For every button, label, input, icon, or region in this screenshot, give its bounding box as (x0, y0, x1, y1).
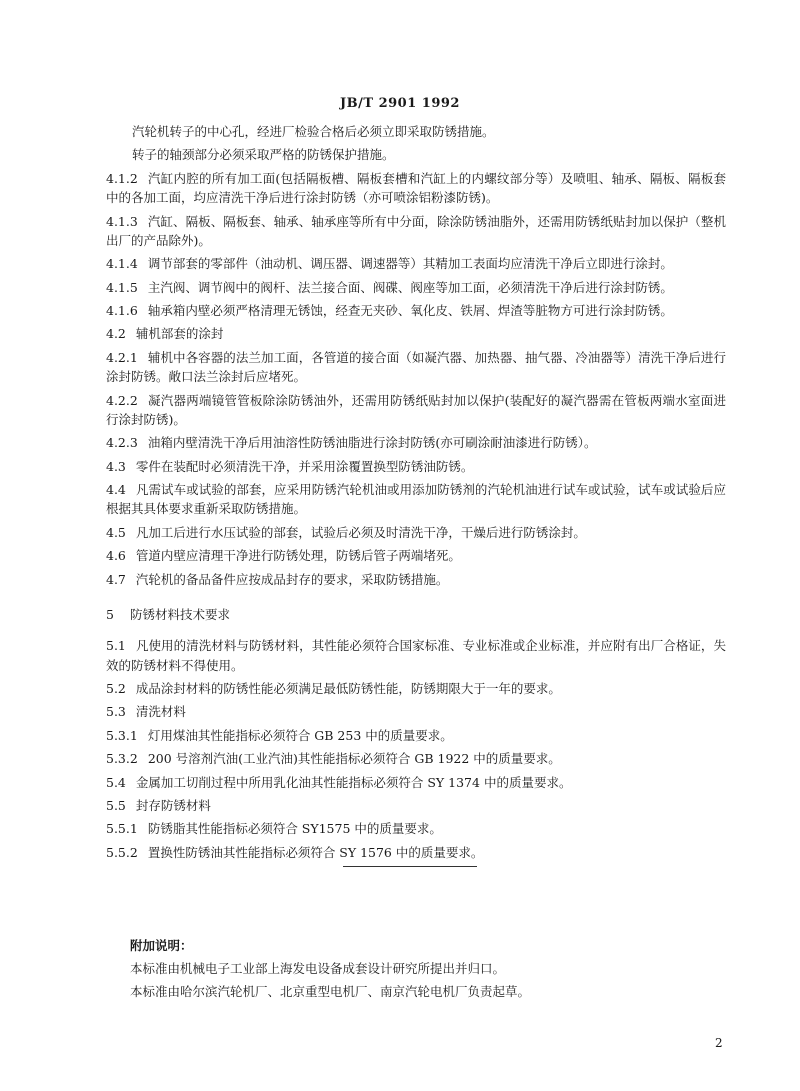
clause-number: 4.5 (106, 524, 126, 540)
clause (106, 169, 726, 208)
section-heading (106, 605, 726, 624)
clause-number: 4.1.2 (106, 170, 138, 186)
clause-text: 200 号溶剂汽油(工业汽油)其性能指标必须符合 GB 1922 中的质量要求。 (147, 751, 561, 767)
clause-text: 管道内壁应清理干净进行防锈处理，防锈后管子两端堵死。 (135, 548, 461, 564)
clause-number: 4.1.4 (106, 256, 138, 272)
clause-number: 4.2.1 (106, 349, 138, 365)
clause-text: 防锈材料技术要求 (129, 606, 230, 622)
clause (106, 278, 726, 297)
clause (106, 702, 726, 721)
clause (106, 679, 726, 698)
clause (106, 843, 726, 862)
clause-text: 辅机部套的涂封 (135, 326, 224, 342)
clause-number: 5.5 (106, 797, 126, 813)
clause (106, 819, 726, 838)
clause-number: 4.2 (106, 326, 126, 342)
clause-number: 5.5.2 (106, 844, 138, 860)
paragraph: 汽轮机转子的中心孔，经进厂检验合格后必须立即采取防锈措施。 (132, 124, 495, 139)
clause-number: 4.2.3 (106, 435, 138, 451)
clause-number: 5.4 (106, 774, 126, 790)
clause-text: 灯用煤油其性能指标必须符合 GB 253 中的质量要求。 (147, 727, 453, 743)
clause-text: 清洗材料 (135, 704, 186, 720)
clause (106, 523, 726, 542)
clause (106, 254, 726, 273)
clause-text: 零件在装配时必须清洗干净，并采用涂覆置换型防锈油防锈。 (135, 458, 474, 474)
clause-text: 成品涂封材料的防锈性能必须满足最低防锈性能，防锈期限大于一年的要求。 (135, 681, 561, 696)
clause-text: 凡使用的清洗材料与防锈材料，其性能必须符合国家标准、专业标准或企业标准，并应附有出厂合格证，失效的防锈材料不得使用。 (106, 638, 726, 673)
paragraph: 转子的轴颈部分必须采取严格的防锈保护措施。 (132, 147, 395, 163)
clause-text: 汽缸、隔板、隔板套、轴承、轴承座等所有中分面，除涂防锈油脂外，还需用防锈纸贴封加以保护（整机出厂的产品除外)。 (106, 213, 726, 248)
clause-text: 汽缸内腔的所有加工面(包括隔板槽、隔板套槽和汽缸上的内螺纹部分等）及喷咀、轴承、隔板、隔板套中的各加工面，均应清洗干净后进行涂封防锈（亦可喷涂铝粉漆防锈)。 (106, 170, 726, 206)
end-divider (343, 866, 477, 867)
clause (106, 546, 726, 565)
clause-number: 4.1.3 (106, 213, 138, 229)
document-body (106, 122, 726, 866)
clause-text: 凝汽器两端镜管管板除涂防锈油外，还需用防锈纸贴封加以保护(装配好的凝汽器需在管板两端水室面进行涂封防锈)。 (106, 392, 726, 427)
appendix-notes (130, 936, 690, 1004)
clause (106, 348, 726, 387)
clause-text: 主汽阀、调节阀中的阀杆、法兰接合面、阀碟、阀座等加工面，必须清洗干净后进行涂封防锈。 (147, 279, 673, 295)
clause-text: 防锈脂其性能指标必须符合 SY1575 中的质量要求。 (147, 821, 442, 837)
clause (106, 726, 726, 745)
clause (106, 796, 726, 815)
clause-number: 4.4 (106, 482, 126, 497)
clause-number: 4.1.5 (106, 279, 138, 295)
clause-text: 辅机中各容器的法兰加工面，各管道的接合面（如凝汽器、加热器、抽气器、冷油器等）清洗干净后进行涂封防锈。敞口法兰涂封后应堵死。 (106, 349, 726, 385)
clause-number: 5.3 (106, 704, 126, 720)
clause (106, 480, 726, 519)
clause-text: 轴承箱内壁必须严格清理无锈蚀，经查无夹砂、氧化皮、铁屑、焊渣等脏物方可进行涂封防锈。 (147, 303, 673, 318)
clause-number: 5 (106, 606, 114, 622)
clause (106, 324, 726, 343)
clause-number: 4.1.6 (106, 303, 138, 318)
clause (106, 301, 726, 320)
clause (106, 212, 726, 251)
clause-number: 4.6 (106, 548, 126, 564)
page-number: 2 (715, 1036, 723, 1050)
clause (106, 433, 726, 452)
clause-number: 4.2.2 (106, 392, 138, 408)
clause-number: 5.2 (106, 681, 126, 696)
clause-text: 置换性防锈油其性能指标必须符合 SY 1576 中的质量要求。 (147, 844, 484, 860)
clause-number: 5.5.1 (106, 821, 138, 837)
clause-text: 金属加工切削过程中所用乳化油其性能指标必须符合 SY 1374 中的质量要求。 (135, 774, 572, 790)
appendix-line: 本标准由机械电子工业部上海发电设备成套设计研究所提出并归口。 (130, 961, 506, 977)
appendix-title: 附加说明： (130, 938, 193, 953)
clause-number: 5.3.1 (106, 727, 138, 743)
clause-text: 油箱内壁清洗干净后用油溶性防锈油脂进行涂封防锈(亦可刷涂耐油漆进行防锈）。 (147, 435, 597, 451)
clause-text: 汽轮机的备品备件应按成品封存的要求，采取防锈措施。 (135, 571, 449, 587)
clause (106, 773, 726, 792)
appendix-line: 本标准由哈尔滨汽轮机厂、北京重型电机厂、南京汽轮电机厂负责起草。 (130, 983, 531, 999)
clause-text: 凡需试车或试验的部套，应采用防锈汽轮机油或用添加防锈剂的汽轮机油进行试车或试验，试车或试验后应根据其具体要求重新采取防锈措施。 (106, 482, 726, 517)
clause (106, 636, 726, 675)
clause-number: 4.3 (106, 458, 126, 474)
clause (106, 391, 726, 430)
clause-text: 凡加工后进行水压试验的部套，试验后必须及时清洗干净，干燥后进行防锈涂封。 (135, 524, 586, 540)
clause-number: 5.1 (106, 638, 126, 654)
standard-code-header: JB/T 2901 1992 (340, 96, 460, 111)
clause-text: 封存防锈材料 (135, 797, 211, 813)
clause (106, 457, 726, 476)
clause (106, 570, 726, 589)
clause-text: 调节部套的零部件（油动机、调压器、调速器等）其精加工表面均应清洗干净后立即进行涂封。 (147, 256, 673, 272)
clause-number: 4.7 (106, 571, 126, 587)
clause (106, 749, 726, 768)
clause-number: 5.3.2 (106, 751, 138, 767)
